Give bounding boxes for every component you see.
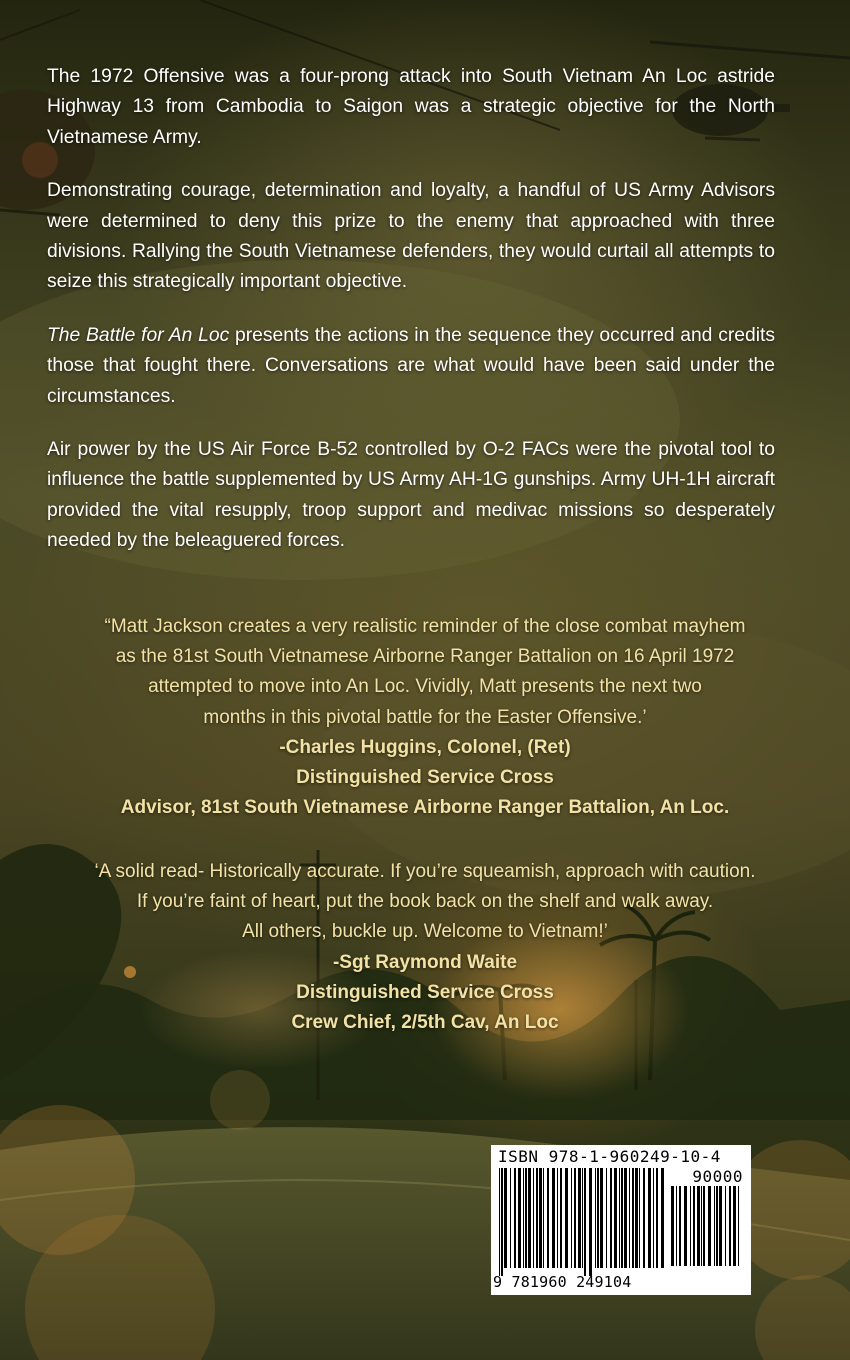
quote-author: -Sgt Raymond Waite — [332, 951, 518, 973]
quote-line: All others, buckle up. Welcome to Vietnam!’ — [242, 921, 608, 943]
quote-line: “Matt Jackson creates a very realistic reminder of the close combat mayhem — [104, 616, 746, 637]
quote-line: attempted to move into An Loc. Vividly, Matt presents the next two — [148, 676, 702, 698]
barcode-bar — [697, 1186, 700, 1266]
endorsement-huggins — [40, 612, 810, 823]
barcode-bar — [574, 1168, 576, 1268]
barcode-bar — [606, 1168, 607, 1268]
barcode-bar — [661, 1168, 664, 1268]
endorsement-waite — [40, 857, 810, 1038]
barcode-bar — [624, 1168, 627, 1268]
barcode-bar — [523, 1168, 524, 1268]
quote-author: -Charles Huggins, Colonel, (Ret) — [279, 736, 571, 758]
barcode-bar — [504, 1168, 507, 1268]
barcode-bar — [684, 1186, 687, 1266]
barcode-bar — [716, 1186, 718, 1266]
barcode-bar — [501, 1168, 503, 1276]
barcode-bar — [648, 1168, 651, 1268]
barcode-bar — [614, 1168, 617, 1268]
barcode-bar — [701, 1186, 702, 1266]
isbn-label: ISBN 978-1-960249-10-4 — [498, 1147, 721, 1166]
quote-line: ‘A solid read- Historically accurate. If you’re squeamish, approach with caution. — [94, 861, 756, 882]
barcode-bar — [676, 1186, 677, 1266]
barcode-bar — [619, 1168, 620, 1268]
barcode-bar — [708, 1186, 711, 1266]
barcode-bar — [610, 1168, 612, 1268]
barcode-bar — [552, 1168, 555, 1268]
ean-digits: 9 781960 249104 — [493, 1273, 632, 1291]
quote-line: as the 81st South Vietnamese Airborne Ranger Battalion on 16 April 1972 — [115, 646, 735, 668]
barcode-bar — [533, 1168, 534, 1268]
barcode-bar — [656, 1168, 658, 1268]
barcode-bar — [719, 1186, 722, 1266]
price-code: 90000 — [692, 1167, 743, 1186]
barcode-bar — [557, 1168, 558, 1268]
blurb-paragraph-1: The 1972 Offensive was a four-prong attack into South Vietnam An Loc astride Highway 13 from Cambodia to Saigon was a strategic objective for the North Vietnamese Army. — [47, 66, 775, 148]
addon-barcode-bars — [671, 1186, 743, 1274]
blurb — [47, 62, 775, 580]
blurb-paragraph-2: Demonstrating courage, determination and loyalty, a handful of US Army Advisors were determined to deny this prize to the enemy that approached with three divisions. Rallying the South Vietnamese defenders, they would curtail all attempts to seize this strategically important objective. — [47, 180, 775, 293]
barcode-bar — [518, 1168, 521, 1268]
quote-author-role: Crew Chief, 2/5th Cav, An Loc — [291, 1012, 559, 1034]
barcode-bar — [597, 1168, 599, 1268]
ean-barcode-bars — [499, 1168, 667, 1276]
barcode-bar — [714, 1186, 715, 1266]
barcode-bar — [690, 1186, 691, 1266]
barcode-bar — [703, 1186, 705, 1266]
barcode-bar — [499, 1168, 500, 1276]
barcode-bar — [584, 1168, 586, 1276]
barcode-bar — [653, 1168, 654, 1268]
barcode-bar — [632, 1168, 634, 1268]
barcode-bar — [725, 1186, 726, 1266]
barcode-bar — [589, 1168, 592, 1276]
barcode-bar — [560, 1168, 562, 1268]
barcode-bar — [679, 1186, 681, 1266]
barcode-bar — [578, 1168, 581, 1268]
barcode-bar — [536, 1168, 538, 1268]
barcode-bar — [621, 1168, 623, 1268]
barcode-bar — [733, 1186, 736, 1266]
blurb-paragraph-4: Air power by the US Air Force B-52 controlled by O-2 FACs were the pivotal tool to influence the battle supplemented by US Army AH-1G gunships. Army UH-1H aircraft provided the vital resupply, troop support and medivac missions so desperately needed by the beleaguered forces. — [47, 439, 775, 552]
barcode-bar — [600, 1168, 603, 1268]
barcode-bar — [629, 1168, 630, 1268]
barcode-bar — [571, 1168, 572, 1268]
barcode-bar — [547, 1168, 549, 1268]
barcode-bar — [514, 1168, 516, 1268]
quote-line: months in this pivotal battle for the Easter Offensive.’ — [203, 706, 647, 728]
quote-author-role: Advisor, 81st South Vietnamese Airborne Ranger Battalion, An Loc. — [120, 797, 730, 819]
barcode-bar — [539, 1168, 542, 1268]
blurb-paragraph-3 — [47, 321, 775, 412]
quote-author-award: Distinguished Service Cross — [296, 767, 554, 789]
isbn-barcode — [491, 1145, 751, 1295]
barcode-bar — [525, 1168, 527, 1268]
barcode-bar — [643, 1168, 645, 1268]
quote-author-award: Distinguished Service Cross — [296, 981, 554, 1003]
barcode-bar — [639, 1168, 640, 1268]
barcode-bar — [565, 1168, 568, 1268]
barcode-bar — [693, 1186, 695, 1266]
barcode-bar — [738, 1186, 739, 1266]
quote-line: If you’re faint of heart, put the book back on the shelf and walk away. — [136, 891, 714, 913]
barcode-bar — [510, 1168, 511, 1268]
barcode-bar — [543, 1168, 544, 1268]
barcode-bar — [635, 1168, 638, 1268]
blurb-paragraph-3-text: presents the actions in the sequence they occurred and credits those that fought there. Conversations are what would have been said under the circumstances. — [47, 324, 775, 407]
barcode-bar — [582, 1168, 583, 1268]
barcode-bar — [729, 1186, 731, 1266]
barcode-bar — [528, 1168, 531, 1268]
barcode-bar — [595, 1168, 596, 1268]
barcode-bar — [671, 1186, 674, 1266]
book-title: The Battle for An Loc — [47, 324, 230, 346]
